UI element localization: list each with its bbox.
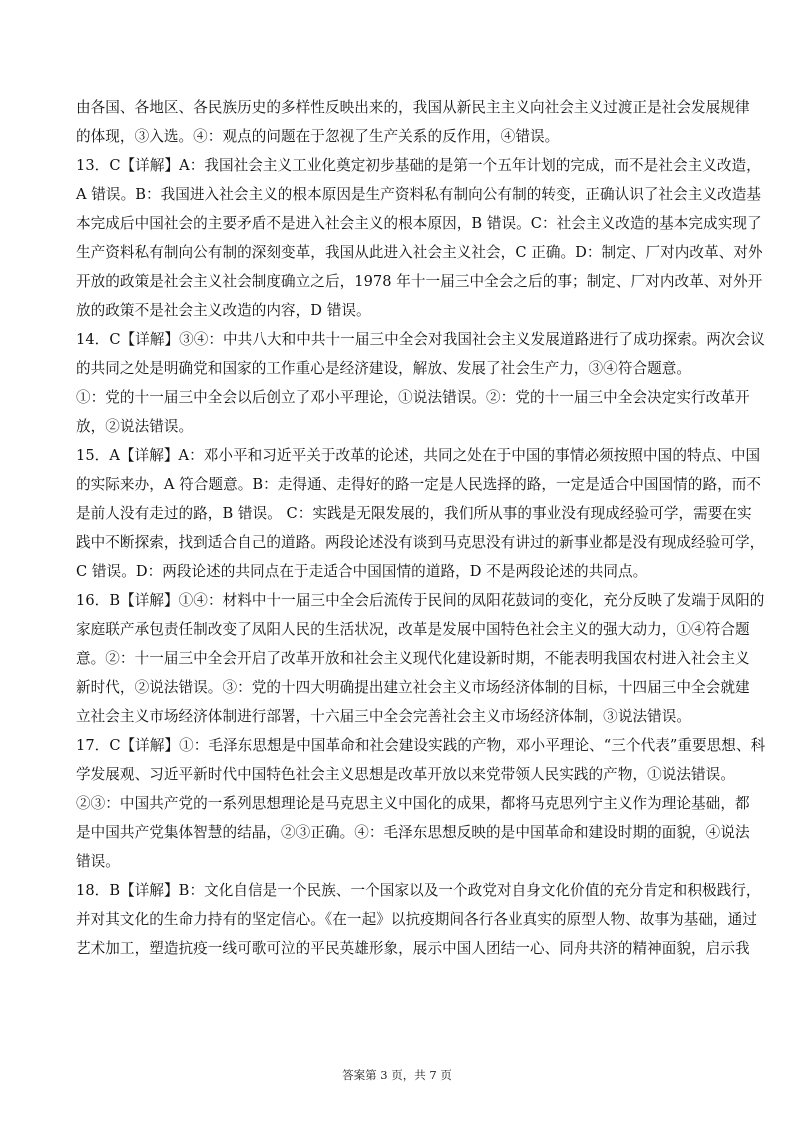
text-line: 践中不断探索，找到适合自己的道路。两段论述没有谈到马克思没有讲过的新事业都是没有现成经验可学， — [76, 534, 765, 551]
text-line: C 错误。D：两段论述的共同点在于走适合中国国情的道路，D 不是两段论述的共同点。 — [76, 563, 648, 580]
page-footer: 答案第 3 页，共 7 页 — [342, 1068, 452, 1082]
text-line: A 错误。B：我国进入社会主义的根本原因是生产资料私有制向公有制的转变，正确认识了社会主义改造基 — [76, 186, 762, 203]
text-line: 14．C【详解】③④：中共八大和中共十一届三中全会对我国社会主义发展道路进行了成功探索。两次会议 — [76, 331, 765, 348]
text-line: 17．C【详解】①：毛泽东思想是中国革命和社会建设实践的产物，邓小平理论、“三个代表”重要思想、科 — [76, 737, 766, 754]
text-line: 的体现，③入选。④：观点的问题在于忽视了生产关系的反作用，④错误。 — [76, 128, 560, 145]
text-line: 是中国共产党集体智慧的结晶，②③正确。④：毛泽东思想反映的是中国革命和建设时期的面貌，④说法 — [76, 824, 750, 841]
text-line: ①：党的十一届三中全会以后创立了邓小平理论，①说法错误。②：党的十一届三中全会决定实行改革开 — [76, 389, 750, 406]
text-line: 艺术加工，塑造抗疫一线可歌可泣的平民英雄形象，展示中国人团结一心、同舟共济的精神面貌，启示我 — [76, 940, 750, 957]
text-line: 放，②说法错误。 — [76, 418, 194, 435]
text-line: 15．A【详解】A：邓小平和习近平关于改革的论述，共同之处在于中国的事情必须按照中国的特点、中国 — [76, 447, 761, 464]
text-line: 16．B【详解】①④：材料中十一届三中全会后流传于民间的凤阳花鼓词的变化，充分反映了发端于凤阳的 — [76, 592, 765, 609]
text-line: 学发展观、习近平新时代中国特色社会主义思想是改革开放以来党带领人民实践的产物，①说法错误。 — [76, 766, 735, 783]
text-line: 新时代，②说法错误。③：党的十四大明确提出建立社会主义市场经济体制的目标，十四届三中全会就建 — [76, 679, 750, 696]
text-line: 意。②：十一届三中全会开启了改革开放和社会主义现代化建设新时期，不能表明我国农村进入社会主义 — [76, 650, 750, 667]
text-line: 放的政策不是社会主义改造的内容，D 错误。 — [76, 302, 371, 319]
text-line: 家庭联产承包责任制改变了凤阳人民的生活状况，改革是发展中国特色社会主义的强大动力，①④符合题 — [76, 621, 750, 638]
text-line: 本完成后中国社会的主要矛盾不是进入社会主义的根本原因，B 错误。C：社会主义改造的基本完成实现了 — [76, 215, 762, 232]
answer-page-body — [76, 98, 766, 968]
text-line: 生产资料私有制向公有制的深刻变革，我国从此进入社会主义社会，C 正确。D：制定、厂对内改革、对外 — [76, 244, 763, 261]
text-line: 并对其文化的生命力持有的坚定信心。《在一起》以抗疫期间各行各业真实的原型人物、故事为基础，通过 — [76, 911, 757, 928]
text-line: 的共同之处是明确党和国家的工作重心是经济建设，解放、发展了社会生产力，③④符合题意。 — [76, 360, 692, 377]
text-line: ②③：中国共产党的一系列思想理论是马克思主义中国化的成果，都将马克思列宁主义作为理论基础，都 — [76, 795, 750, 812]
text-line: 的实际来办，A 符合题意。B：走得通、走得好的路一定是人民选择的路，一定是适合中国国情的路，而不 — [76, 476, 762, 493]
text-line: 错误。 — [76, 853, 120, 870]
text-line: 开放的政策是社会主义社会制度确立之后，1978 年十一届三中全会之后的事；制定、厂对内改革、对外开 — [76, 273, 763, 290]
text-line: 是前人没有走过的路，B 错误。 C：实践是无限发展的，我们所从事的事业没有现成经验可学，需要在实 — [76, 505, 752, 522]
text-line: 由各国、各地区、各民族历史的多样性反映出来的，我国从新民主主义向社会主义过渡正是社会发展规律 — [76, 99, 750, 116]
text-line: 18．B【详解】B：文化自信是一个民族、一个国家以及一个政党对自身文化价值的充分肯定和积极践行， — [76, 882, 761, 899]
text-line: 立社会主义市场经济体制进行部署，十六届三中全会完善社会主义市场经济体制，③说法错误。 — [76, 708, 692, 725]
text-line: 13．C【详解】A：我国社会主义工业化奠定初步基础的是第一个五年计划的完成，而不是社会主义改造， — [76, 157, 761, 174]
